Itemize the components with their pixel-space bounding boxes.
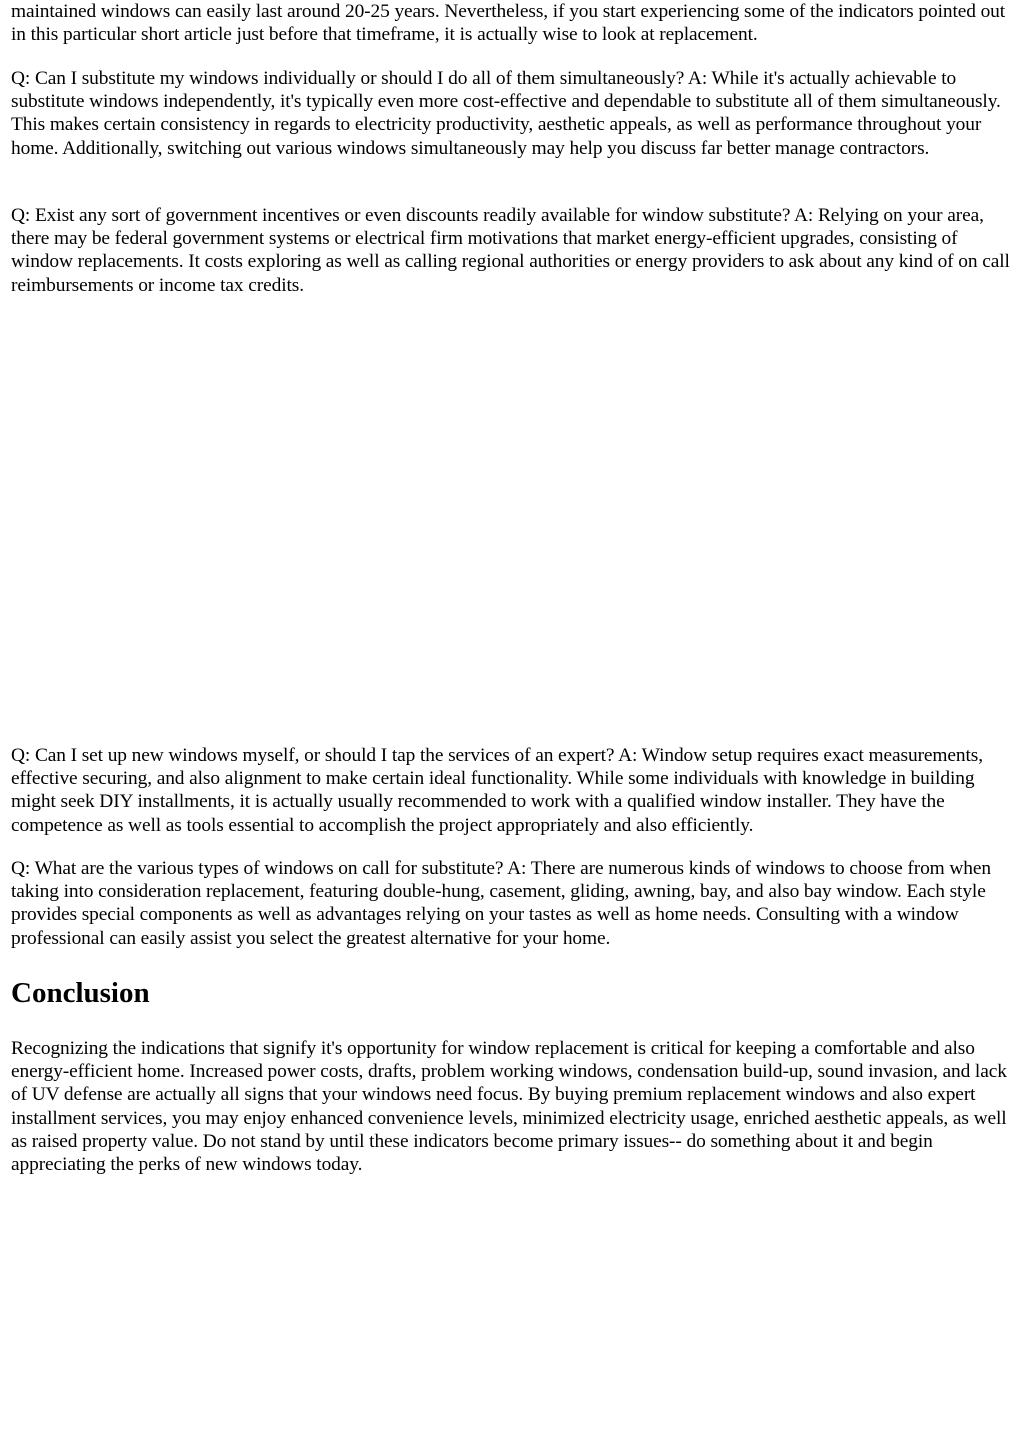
faq-window-types: Q: What are the various types of windows on call for substitute? A: There are numerous kinds of windows to choose from when taking into consideration replacement, featuring double-hung, casement, gliding, awning, bay, and also bay window. Each style provides special components as well as advantages relying on your tastes as well as home needs. Consulting with a window professional can easily assist you select the greatest alternative for your home. — [11, 858, 992, 949]
faq-government-incentives: Q: Exist any sort of government incentives or even discounts readily available for window substitute? A: Relying on your area, there may be federal government systems or electrical firm motivations that market energy-efficient upgrades, consisting of window replacements. It costs exploring as well as calling regional authorities or energy providers to ask about any kind of on call reimbursements or income tax credits. — [11, 205, 1010, 296]
conclusion-paragraph: Recognizing the indications that signify it's opportunity for window replacement is critical for keeping a comfortable and also energy-efficient home. Increased power costs, drafts, problem working windows, condensation build-up, sound invasion, and lack of UV defense are actually all signs that your windows need focus. By buying premium replacement windows and also expert installment services, you may enjoy enhanced convenience levels, minimized electricity usage, enriched aesthetic appeals, as well as raised property value. Do not stand by until these indicators become primary issues-- do something about it and begin appreciating the perks of new windows today. — [11, 1038, 1007, 1176]
paragraph-window-lifespan: maintained windows can easily last around 20-25 years. Nevertheless, if you start experiencing some of the indicators pointed out in this particular short article just before that timeframe, it is actually wise to look at replacement. — [11, 1, 1006, 46]
faq-diy-installation: Q: Can I set up new windows myself, or should I tap the services of an expert? A: Window setup requires exact measurements, effective securing, and also alignment to make certain ideal functionality. While some individuals with knowledge in building might seek DIY installments, it is actually usually recommended to work with a qualified window installer. They have the competence as well as tools essential to accomplish the project appropriately and also efficiently. — [11, 745, 984, 836]
faq-replace-individually: Q: Can I substitute my windows individually or should I do all of them simultaneously? A: While it's actually achievable to substitute windows independently, it's typically even more cost-effective and dependable to substitute all of them simultaneously. This makes certain consistency in regards to electricity productivity, aesthetic appeals, as well as performance throughout your home. Additionally, switching out various windows simultaneously may help you discuss far better manage contractors. — [11, 68, 1001, 159]
conclusion-heading: Conclusion — [11, 977, 150, 1009]
